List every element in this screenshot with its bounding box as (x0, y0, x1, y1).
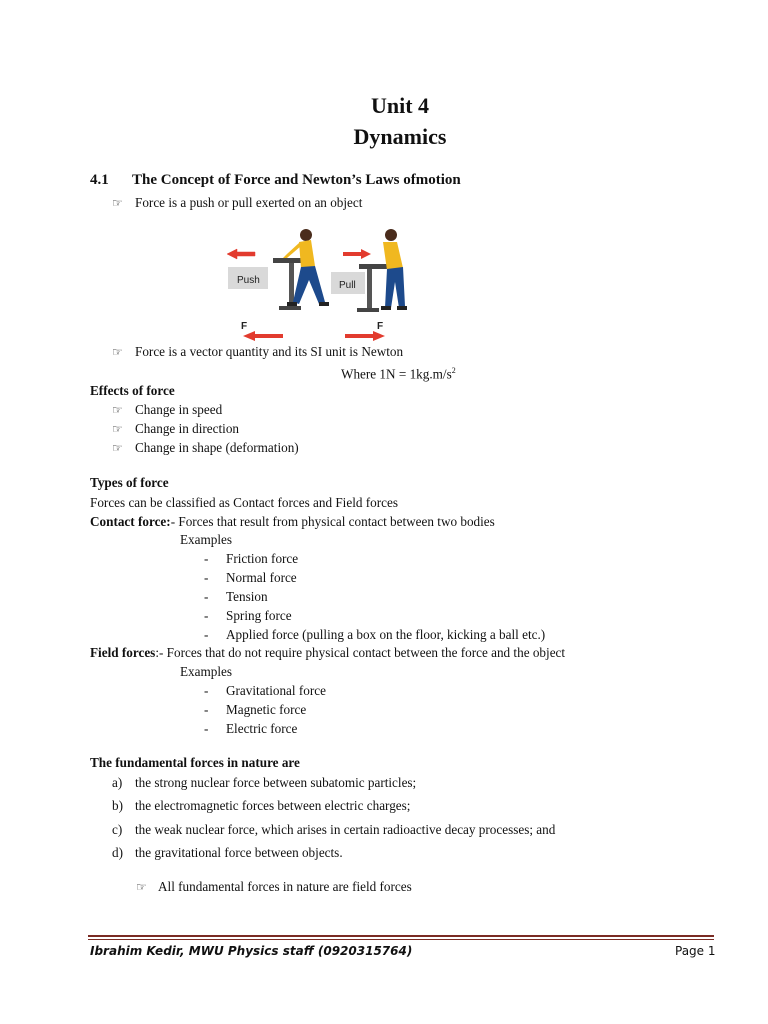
bullet-icon: ☞ (112, 196, 123, 210)
pull-shoe-right (397, 306, 407, 310)
push-person-legs (293, 266, 325, 304)
fundamental-force-item: the gravitational force between objects. (135, 845, 343, 860)
effects-heading: Effects of force (90, 383, 175, 398)
field-example: Magnetic force (226, 702, 307, 717)
list-letter: a) (112, 775, 123, 790)
contact-force-definition (90, 514, 495, 530)
list-letter: b) (112, 798, 123, 813)
fundamental-heading: The fundamental forces in nature are (90, 755, 300, 770)
vector-quantity-note: Force is a vector quantity and its SI unit is Newton (135, 344, 404, 359)
newton-definition (341, 363, 456, 382)
push-table-foot (279, 306, 301, 310)
footer-author: Ibrahim Kedir, MWU Physics staff (0920315764) (90, 944, 413, 958)
contact-example: Friction force (226, 551, 299, 566)
push-label: Push (237, 275, 260, 286)
push-person-arm (283, 243, 301, 258)
pull-person-legs (385, 267, 405, 308)
push-shoe-left (287, 302, 297, 306)
effect-item: Change in direction (135, 421, 240, 436)
push-person-torso (299, 240, 315, 268)
field-forces-note: All fundamental forces in nature are field forces (158, 879, 412, 894)
dash: - (204, 608, 209, 623)
contact-force-term: Contact force: (90, 514, 171, 529)
newton-definition-exponent: 2 (451, 366, 456, 375)
field-force-definition (90, 645, 565, 661)
contact-example: Spring force (226, 608, 292, 623)
contact-example: Applied force (pulling a box on the floor, kicking a ball etc.) (226, 627, 546, 642)
dash: - (204, 721, 209, 736)
pull-shoe-left (381, 306, 391, 310)
fundamental-force-item: the strong nuclear force between subatomic particles; (135, 775, 417, 790)
unit-number: Unit 4 (370, 93, 430, 118)
dash: - (204, 570, 209, 585)
bullet-icon: ☞ (136, 880, 147, 894)
footer-rule-thick (88, 935, 714, 937)
bullet-icon: ☞ (112, 441, 123, 455)
dash: - (204, 683, 209, 698)
types-heading: Types of force (90, 475, 169, 490)
field-example: Electric force (226, 721, 298, 736)
section-number: 4.1 (90, 172, 109, 188)
push-pull-figure (225, 222, 415, 344)
pull-arrow (343, 249, 371, 259)
force-definition: Force is a push or pull exerted on an object (135, 195, 363, 210)
list-letter: c) (112, 822, 123, 837)
force-label-right: F (377, 321, 384, 332)
field-force-desc: :- Forces that do not require physical contact between the force and the object (155, 645, 566, 660)
dash: - (204, 702, 209, 717)
contact-example: Tension (226, 589, 268, 604)
dash: - (204, 551, 209, 566)
pull-table-leg (367, 269, 372, 311)
pull-label: Pull (339, 280, 356, 291)
list-letter: d) (112, 845, 123, 860)
fundamental-force-item: the weak nuclear force, which arises in certain radioactive decay processes; and (135, 822, 556, 837)
force-label-left: F (241, 321, 248, 332)
newton-definition-text: Where 1N = 1kg.m/s (341, 366, 452, 382)
types-intro: Forces can be classified as Contact forces and Field forces (90, 495, 398, 510)
pull-person-head (385, 229, 397, 241)
fundamental-force-item: the electromagnetic forces between electric charges; (135, 798, 411, 813)
section-title: The Concept of Force and Newton’s Laws ofmotion (132, 172, 461, 188)
force-arrow-right (345, 331, 385, 341)
effect-item: Change in shape (deformation) (135, 440, 299, 455)
contact-example: Normal force (226, 570, 297, 585)
push-table-top (273, 258, 303, 263)
dash: - (204, 589, 209, 604)
pull-table-foot (357, 308, 379, 312)
dash: - (204, 627, 209, 642)
field-example: Gravitational force (226, 683, 326, 698)
footer-rule-thin (88, 939, 714, 940)
unit-title: Dynamics (353, 124, 447, 149)
field-examples-label: Examples (180, 664, 233, 679)
contact-force-desc: - Forces that result from physical contact between two bodies (170, 514, 495, 529)
bullet-icon: ☞ (112, 345, 123, 359)
force-arrow-left (243, 331, 283, 341)
contact-examples-label: Examples (180, 532, 233, 547)
effect-item: Change in speed (135, 402, 223, 417)
page-number: Page 1 (675, 944, 716, 958)
field-force-term: Field forces (90, 645, 156, 660)
bullet-icon: ☞ (112, 403, 123, 417)
push-shoe-right (319, 302, 329, 306)
bullet-icon: ☞ (112, 422, 123, 436)
push-person-head (300, 229, 312, 241)
push-arrow (227, 249, 255, 259)
